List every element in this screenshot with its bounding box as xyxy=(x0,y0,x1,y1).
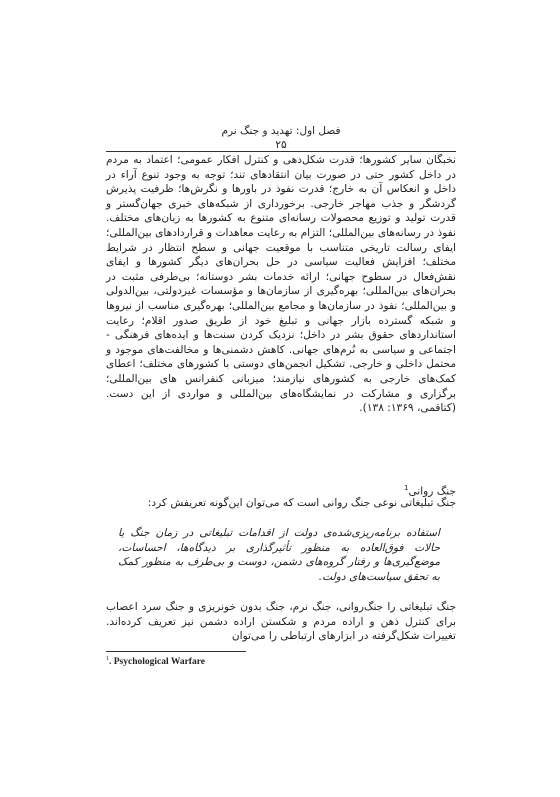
footnote-number: 1 xyxy=(106,656,109,662)
header-divider xyxy=(106,151,456,152)
footnote-text: . Psychological Warfare xyxy=(109,657,205,668)
body-paragraph-3: جنگ تبلیغاتی را جنگ‌روانی، جنگ نرم، جنگ بدون خونریزی و جنگ سرد اعصاب برای کنترل ذهن و اراده مردم و شکستن اراده دشمن نیز تعریف کرده‌اند. تغییرات شکل‌گرفته در ابزارهای ارتباطی را می‌توان xyxy=(106,601,456,643)
chapter-title: فصل اول: تهدید و جنگ نرم xyxy=(221,125,341,137)
page-number: ۲۵ xyxy=(275,139,287,151)
section-heading-text: جنگ روانی xyxy=(408,485,456,498)
footnote-divider xyxy=(106,651,246,652)
footnote-marker: 1 xyxy=(403,484,409,492)
body-paragraph-2: جنگ تبلیغاتی نوعی جنگ روانی است که می‌توان این‌گونه تعریفش کرد: xyxy=(147,497,456,509)
definition-quote: استفاده برنامه‌ریزی‌شده‌ی دولت از اقدامات تبلیغاتی در زمان جنگ یا حالات فوق‌العاده به منظور تأثیرگذاری بر دیدگاه‌ها، احساسات، موضع‌گیری‌ها و رفتار گروه‌های دشمن، دوست و بی‌طرف به منظور کمک به تحقق سیاست‌های دولت. xyxy=(118,527,440,583)
body-paragraph-1: نخبگان سایر کشورها؛ قدرت شکل‌دهی و کنترل افکار عمومی؛ اعتماد به مردم در داخل کشور حتی در صورت بیان انتقادهای تند؛ توجه به وجود تنوع آراء در داخل و انعکاس آن به خارج؛ قدرت نفوذ در باورها و نگرش‌ها؛ ظرفیت پذیرش گردشگر و جذب مهاجر خارجی. برخورداری از شبکه‌های خبری جهان‌گستر و قدرت تولید و توزیع محصولات رسانه‌ای متنوع به کشورها به زبان‌های مختلف. نفوذ در رسانه‌های بین‌المللی؛ التزام به رعایت معاهدات و قراردادهای بین‌المللی؛ ایفای رسالت تاریخی متناسب با موقعیت جهانی و سطح انتظار در شرایط مختلف؛ افزایش فعالیت سیاسی در حل بحران‌های دیگر کشورها و ایفای نقش‌فعال در سطوح جهانی؛ ارائه خدمات بشر دوستانه؛ بی‌طرفی مثبت در بحران‌های بین‌المللی؛ بهره‌گیری از سازمان‌ها و مؤسسات غیردولتی، بین‌الدولی و بین‌المللی؛ نفوذ در سازمان‌ها و مجامع بین‌المللی؛ بهره‌گیری مناسب از نیروها و شبکه گسترده بازار جهانی و تبلیغ خود از طریق صدور اقلام؛ رعایت استانداردهای حقوق بشر در داخل؛ نزدیک کردن سنت‌ها و ایده‌های فرهنگی - اجتماعی و سیاسی به نُرم‌های جهانی. کاهش دشمنی‌ها و مخالفت‌های موجود و محتمل داخلی و خارجی. تشکیل انجمن‌های دوستی با کشورهای مختلف؛ اعطای کمک‌های خارجی به کشورهای نیازمند؛ میزبانی کنفرانس های بین‌المللی؛ برگزاری و مشارکت در نمایشگاه‌های بین‌المللی و مواردی از این دست. (کتاقمی، ۱۳۶۹: ۱۳۸). xyxy=(106,154,456,415)
running-header xyxy=(106,124,456,152)
footnote xyxy=(106,656,205,667)
